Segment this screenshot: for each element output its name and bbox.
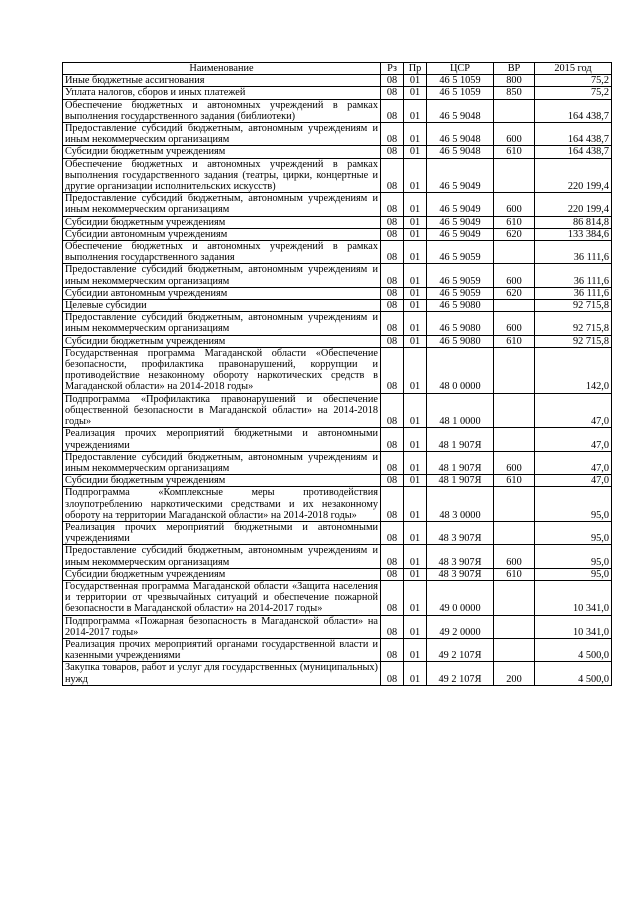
cell-name: Государственная программа Магаданской области «Обеспечение безопасности, профилактика правонарушений, коррупции и противодействие незаконному обороту наркотических средств в Магаданской области» на 2014-2018 годы» [63, 347, 381, 393]
header-row [63, 63, 612, 75]
cell-name: Подпрограмма «Комплексные меры противодействия злоупотреблению наркотическими средствами и их незаконному обороту на территории Магаданской области» на 2014-2018 годы» [63, 487, 381, 522]
cell-pr: 01 [404, 335, 427, 347]
cell-name: Обеспечение бюджетных и автономных учреждений в рамках выполнения государственного задания (театры, цирки, концертные и другие организации исполнительских искусств) [63, 158, 381, 193]
cell-rz: 08 [381, 487, 404, 522]
cell-rz: 08 [381, 580, 404, 615]
cell-vr: 600 [494, 193, 535, 216]
table-row [63, 241, 612, 264]
cell-amount: 95,0 [535, 521, 612, 544]
cell-amount: 220 199,4 [535, 158, 612, 193]
cell-amount: 92 715,8 [535, 300, 612, 312]
cell-name: Субсидии бюджетным учреждениям [63, 475, 381, 487]
cell-csr: 48 1 907Я [427, 475, 494, 487]
cell-rz: 08 [381, 312, 404, 335]
cell-vr: 610 [494, 335, 535, 347]
cell-pr: 01 [404, 615, 427, 638]
table-row [63, 193, 612, 216]
cell-rz: 08 [381, 638, 404, 661]
cell-vr: 620 [494, 287, 535, 299]
cell-pr: 01 [404, 580, 427, 615]
table-row [63, 228, 612, 240]
cell-csr: 48 1 907Я [427, 428, 494, 451]
cell-csr: 48 0 0000 [427, 347, 494, 393]
cell-name: Предоставление субсидий бюджетным, автономным учреждениям и иным некоммерческим организациям [63, 312, 381, 335]
cell-pr: 01 [404, 662, 427, 685]
cell-pr: 01 [404, 287, 427, 299]
cell-csr: 49 2 0000 [427, 615, 494, 638]
cell-rz: 08 [381, 87, 404, 99]
cell-amount: 47,0 [535, 393, 612, 428]
cell-amount: 142,0 [535, 347, 612, 393]
cell-csr: 46 5 9059 [427, 264, 494, 287]
table-row [63, 300, 612, 312]
cell-pr: 01 [404, 638, 427, 661]
table-row [63, 216, 612, 228]
cell-rz: 08 [381, 475, 404, 487]
cell-vr [494, 158, 535, 193]
cell-csr: 46 5 9059 [427, 287, 494, 299]
cell-amount: 36 111,6 [535, 287, 612, 299]
cell-amount: 75,2 [535, 75, 612, 87]
cell-vr: 800 [494, 75, 535, 87]
cell-vr [494, 487, 535, 522]
header-rz: Рз [381, 63, 404, 75]
cell-csr: 46 5 9048 [427, 146, 494, 158]
table-row [63, 580, 612, 615]
table-row [63, 99, 612, 122]
cell-name: Государственная программа Магаданской области «Защита населения и территории от чрезвычайных ситуаций и обеспечение пожарной безопасности в Магаданской области» на 2014-2017 годы» [63, 580, 381, 615]
cell-name: Предоставление субсидий бюджетным, автономным учреждениям и иным некоммерческим организациям [63, 123, 381, 146]
cell-name: Реализация прочих мероприятий бюджетными и автономными учреждениями [63, 428, 381, 451]
cell-rz: 08 [381, 521, 404, 544]
cell-pr: 01 [404, 393, 427, 428]
cell-csr: 48 1 0000 [427, 393, 494, 428]
cell-pr: 01 [404, 451, 427, 474]
cell-pr: 01 [404, 521, 427, 544]
cell-rz: 08 [381, 335, 404, 347]
cell-rz: 08 [381, 393, 404, 428]
cell-vr: 600 [494, 264, 535, 287]
cell-vr [494, 347, 535, 393]
table-row [63, 487, 612, 522]
table-row [63, 87, 612, 99]
cell-rz: 08 [381, 241, 404, 264]
header-vr: ВР [494, 63, 535, 75]
cell-vr [494, 615, 535, 638]
cell-name: Предоставление субсидий бюджетным, автономным учреждениям и иным некоммерческим организациям [63, 193, 381, 216]
cell-vr: 850 [494, 87, 535, 99]
cell-rz: 08 [381, 545, 404, 568]
cell-rz: 08 [381, 347, 404, 393]
cell-pr: 01 [404, 87, 427, 99]
cell-vr: 610 [494, 568, 535, 580]
cell-rz: 08 [381, 662, 404, 685]
table-body [63, 75, 612, 686]
cell-csr: 46 5 9080 [427, 335, 494, 347]
cell-csr: 46 5 9080 [427, 300, 494, 312]
cell-name: Реализация прочих мероприятий органами государственной власти и казенными учреждениями [63, 638, 381, 661]
cell-name: Реализация прочих мероприятий бюджетными и автономными учреждениями [63, 521, 381, 544]
cell-amount: 4 500,0 [535, 638, 612, 661]
table-row [63, 662, 612, 685]
cell-name: Субсидии автономным учреждениям [63, 228, 381, 240]
cell-amount: 75,2 [535, 87, 612, 99]
cell-amount: 220 199,4 [535, 193, 612, 216]
table-row [63, 545, 612, 568]
cell-pr: 01 [404, 545, 427, 568]
table-header [63, 63, 612, 75]
cell-rz: 08 [381, 228, 404, 240]
cell-amount: 47,0 [535, 428, 612, 451]
cell-pr: 01 [404, 158, 427, 193]
cell-csr: 49 2 107Я [427, 662, 494, 685]
cell-amount: 47,0 [535, 475, 612, 487]
cell-name: Обеспечение бюджетных и автономных учреждений в рамках выполнения государственного задания (библиотеки) [63, 99, 381, 122]
cell-pr: 01 [404, 99, 427, 122]
cell-rz: 08 [381, 615, 404, 638]
cell-vr [494, 99, 535, 122]
header-name: Наименование [63, 63, 381, 75]
cell-name: Субсидии бюджетным учреждениям [63, 568, 381, 580]
cell-amount: 92 715,8 [535, 335, 612, 347]
cell-vr [494, 580, 535, 615]
cell-csr: 46 5 9049 [427, 228, 494, 240]
cell-pr: 01 [404, 123, 427, 146]
cell-amount: 10 341,0 [535, 580, 612, 615]
cell-csr: 48 1 907Я [427, 451, 494, 474]
cell-vr: 600 [494, 123, 535, 146]
cell-name: Подпрограмма «Профилактика правонарушений и обеспечение общественной безопасности в Магаданской области» на 2014-2018 годы» [63, 393, 381, 428]
cell-name: Подпрограмма «Пожарная безопасность в Магаданской области» на 2014-2017 годы» [63, 615, 381, 638]
cell-csr: 46 5 9049 [427, 158, 494, 193]
table-row [63, 451, 612, 474]
cell-csr: 48 3 907Я [427, 568, 494, 580]
cell-rz: 08 [381, 123, 404, 146]
header-pr: Пр [404, 63, 427, 75]
cell-vr: 600 [494, 451, 535, 474]
cell-vr [494, 300, 535, 312]
cell-vr [494, 428, 535, 451]
cell-pr: 01 [404, 300, 427, 312]
cell-vr: 620 [494, 228, 535, 240]
cell-csr: 48 3 0000 [427, 487, 494, 522]
cell-rz: 08 [381, 428, 404, 451]
cell-csr: 46 5 9059 [427, 241, 494, 264]
cell-name: Закупка товаров, работ и услуг для государственных (муниципальных) нужд [63, 662, 381, 685]
cell-name: Обеспечение бюджетных и автономных учреждений в рамках выполнения государственного задания [63, 241, 381, 264]
cell-vr: 600 [494, 312, 535, 335]
table-row [63, 264, 612, 287]
cell-name: Субсидии бюджетным учреждениям [63, 146, 381, 158]
cell-amount: 36 111,6 [535, 241, 612, 264]
cell-pr: 01 [404, 475, 427, 487]
cell-name: Иные бюджетные ассигнования [63, 75, 381, 87]
table-row [63, 638, 612, 661]
cell-pr: 01 [404, 347, 427, 393]
table-row [63, 312, 612, 335]
table-row [63, 146, 612, 158]
cell-name: Уплата налогов, сборов и иных платежей [63, 87, 381, 99]
cell-pr: 01 [404, 428, 427, 451]
cell-vr: 200 [494, 662, 535, 685]
table-row [63, 287, 612, 299]
cell-rz: 08 [381, 264, 404, 287]
cell-amount: 36 111,6 [535, 264, 612, 287]
cell-rz: 08 [381, 158, 404, 193]
table-row [63, 123, 612, 146]
cell-pr: 01 [404, 75, 427, 87]
cell-amount: 4 500,0 [535, 662, 612, 685]
table-row [63, 615, 612, 638]
cell-pr: 01 [404, 193, 427, 216]
cell-csr: 46 5 9049 [427, 193, 494, 216]
cell-csr: 48 3 907Я [427, 545, 494, 568]
cell-amount: 95,0 [535, 568, 612, 580]
cell-rz: 08 [381, 75, 404, 87]
cell-rz: 08 [381, 193, 404, 216]
header-csr: ЦСР [427, 63, 494, 75]
table-row [63, 568, 612, 580]
header-amount: 2015 год [535, 63, 612, 75]
cell-vr [494, 241, 535, 264]
cell-pr: 01 [404, 228, 427, 240]
cell-amount: 164 438,7 [535, 146, 612, 158]
cell-pr: 01 [404, 487, 427, 522]
cell-csr: 46 5 9048 [427, 123, 494, 146]
table-row [63, 428, 612, 451]
cell-vr: 610 [494, 216, 535, 228]
cell-rz: 08 [381, 99, 404, 122]
cell-amount: 47,0 [535, 451, 612, 474]
table-row [63, 75, 612, 87]
table-row [63, 521, 612, 544]
cell-csr: 46 5 1059 [427, 87, 494, 99]
cell-amount: 10 341,0 [535, 615, 612, 638]
cell-csr: 49 0 0000 [427, 580, 494, 615]
cell-csr: 46 5 9049 [427, 216, 494, 228]
cell-amount: 133 384,6 [535, 228, 612, 240]
cell-vr [494, 521, 535, 544]
cell-name: Целевые субсидии [63, 300, 381, 312]
cell-pr: 01 [404, 312, 427, 335]
table-row [63, 158, 612, 193]
cell-csr: 48 3 907Я [427, 521, 494, 544]
cell-amount: 95,0 [535, 487, 612, 522]
cell-name: Субсидии автономным учреждениям [63, 287, 381, 299]
cell-csr: 46 5 9080 [427, 312, 494, 335]
cell-csr: 46 5 1059 [427, 75, 494, 87]
cell-name: Субсидии бюджетным учреждениям [63, 216, 381, 228]
budget-table [62, 62, 612, 686]
cell-rz: 08 [381, 568, 404, 580]
cell-rz: 08 [381, 216, 404, 228]
cell-amount: 92 715,8 [535, 312, 612, 335]
cell-pr: 01 [404, 216, 427, 228]
cell-pr: 01 [404, 146, 427, 158]
cell-rz: 08 [381, 146, 404, 158]
cell-pr: 01 [404, 568, 427, 580]
cell-name: Субсидии бюджетным учреждениям [63, 335, 381, 347]
cell-pr: 01 [404, 241, 427, 264]
cell-pr: 01 [404, 264, 427, 287]
table-row [63, 475, 612, 487]
cell-csr: 46 5 9048 [427, 99, 494, 122]
cell-name: Предоставление субсидий бюджетным, автономным учреждениям и иным некоммерческим организациям [63, 545, 381, 568]
cell-vr [494, 638, 535, 661]
cell-vr: 610 [494, 475, 535, 487]
table-row [63, 393, 612, 428]
cell-amount: 164 438,7 [535, 123, 612, 146]
cell-rz: 08 [381, 451, 404, 474]
cell-rz: 08 [381, 287, 404, 299]
cell-vr: 610 [494, 146, 535, 158]
cell-vr [494, 393, 535, 428]
cell-name: Предоставление субсидий бюджетным, автономным учреждениям и иным некоммерческим организациям [63, 451, 381, 474]
cell-rz: 08 [381, 300, 404, 312]
table-row [63, 347, 612, 393]
cell-amount: 86 814,8 [535, 216, 612, 228]
cell-vr: 600 [494, 545, 535, 568]
cell-csr: 49 2 107Я [427, 638, 494, 661]
cell-amount: 164 438,7 [535, 99, 612, 122]
cell-name: Предоставление субсидий бюджетным, автономным учреждениям и иным некоммерческим организациям [63, 264, 381, 287]
cell-amount: 95,0 [535, 545, 612, 568]
table-row [63, 335, 612, 347]
